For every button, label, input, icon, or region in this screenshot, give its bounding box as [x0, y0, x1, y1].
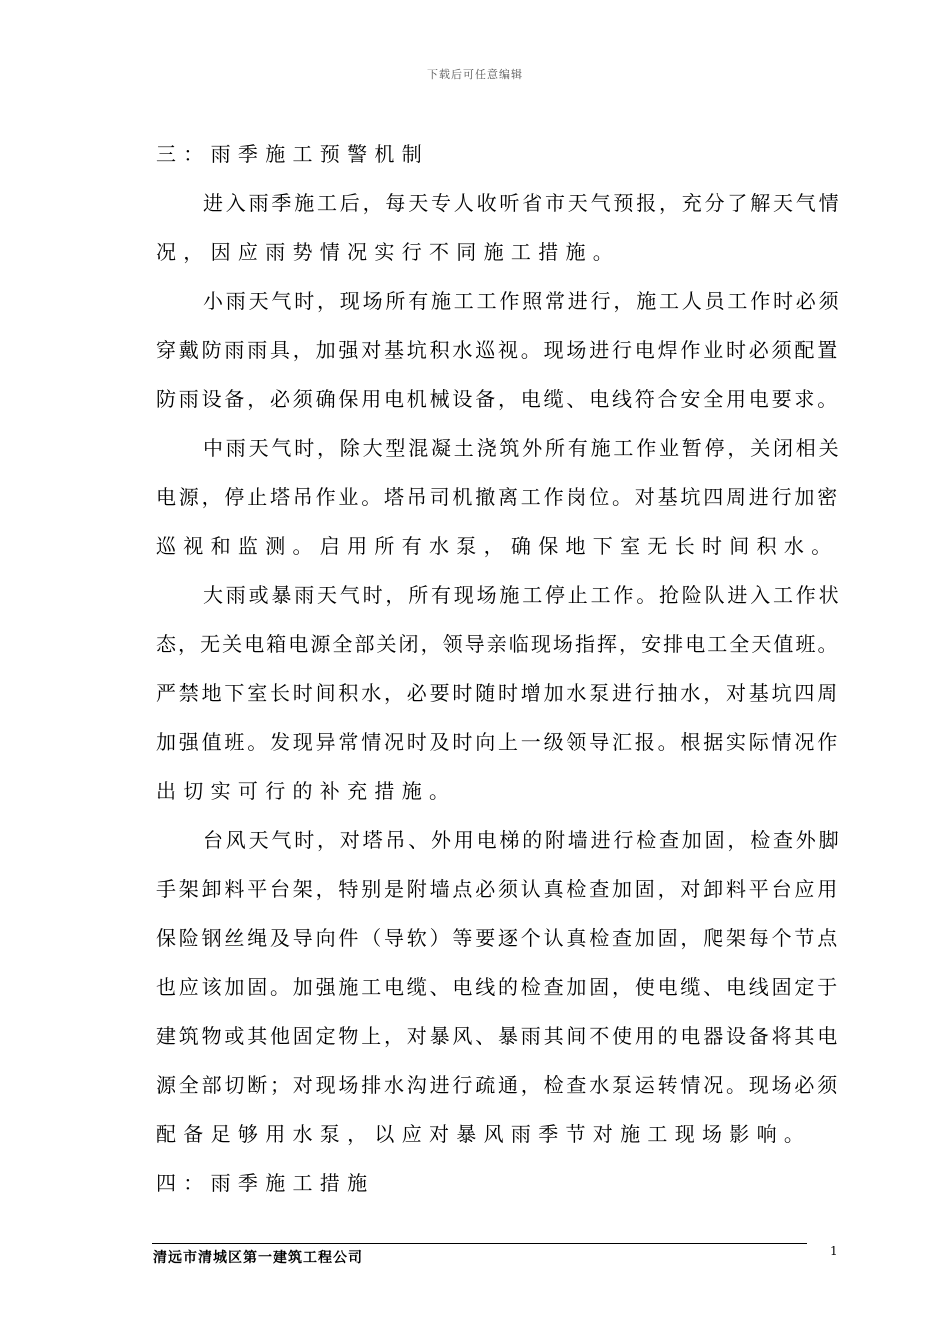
paragraph-line: 也应该加固。加强施工电缆、电线的检查加固，使电缆、电线固定于 [156, 975, 840, 999]
page-header: 下载后可任意编辑 [427, 68, 523, 81]
paragraph-line: 防雨设备，必须确保用电机械设备，电缆、电线符合安全用电要求。 [156, 387, 840, 411]
page-number: 1 [830, 1244, 838, 1258]
section-heading: 三：雨季施工预警机制 [156, 142, 429, 166]
paragraph-line: 巡视和监测。启用所有水泵，确保地下室无长时间积水。 [156, 534, 839, 558]
paragraph-line: 建筑物或其他固定物上，对暴风、暴雨其间不使用的电器设备将其电 [156, 1024, 840, 1048]
paragraph-line: 保险钢丝绳及导向件（导软）等要逐个认真检查加固，爬架每个节点 [156, 926, 840, 950]
footer-company-name: 清远市清城区第一建筑工程公司 [153, 1250, 363, 1266]
paragraph-line: 台风天气时，对塔吊、外用电梯的附墙进行检查加固，检查外脚 [203, 828, 842, 852]
paragraph-line: 态，无关电箱电源全部关闭，领导亲临现场指挥，安排电工全天值班。 [156, 632, 840, 656]
paragraph-line: 源全部切断；对现场排水沟进行疏通，检查水泵运转情况。现场必须 [156, 1073, 840, 1097]
paragraph-line: 加强值班。发现异常情况时及时向上一级领导汇报。根据实际情况作 [156, 730, 840, 754]
paragraph-line: 出切实可行的补充措施。 [156, 779, 457, 803]
section-heading: 四：雨季施工措施 [156, 1171, 375, 1195]
paragraph-line: 严禁地下室长时间积水，必要时随时增加水泵进行抽水，对基坑四周 [156, 681, 840, 705]
paragraph-line: 进入雨季施工后，每天专人收听省市天气预报，充分了解天气情 [203, 191, 842, 215]
document-body [156, 130, 846, 1208]
paragraph-line: 手架卸料平台架，特别是附墙点必须认真检查加固，对卸料平台应用 [156, 877, 840, 901]
paragraph-line: 配备足够用水泵，以应对暴风雨季节对施工现场影响。 [156, 1122, 812, 1146]
paragraph-line: 大雨或暴雨天气时，所有现场施工停止工作。抢险队进入工作状 [203, 583, 842, 607]
paragraph-line: 穿戴防雨雨具，加强对基坑积水巡视。现场进行电焊作业时必须配置 [156, 338, 840, 362]
paragraph-line: 电源，停止塔吊作业。塔吊司机撤离工作岗位。对基坑四周进行加密 [156, 485, 840, 509]
paragraph-line: 中雨天气时，除大型混凝土浇筑外所有施工作业暂停，关闭相关 [203, 436, 842, 460]
paragraph-line: 况，因应雨势情况实行不同施工措施。 [156, 240, 621, 264]
paragraph-line: 小雨天气时，现场所有施工工作照常进行，施工人员工作时必须 [203, 289, 842, 313]
footer-divider [152, 1243, 807, 1244]
